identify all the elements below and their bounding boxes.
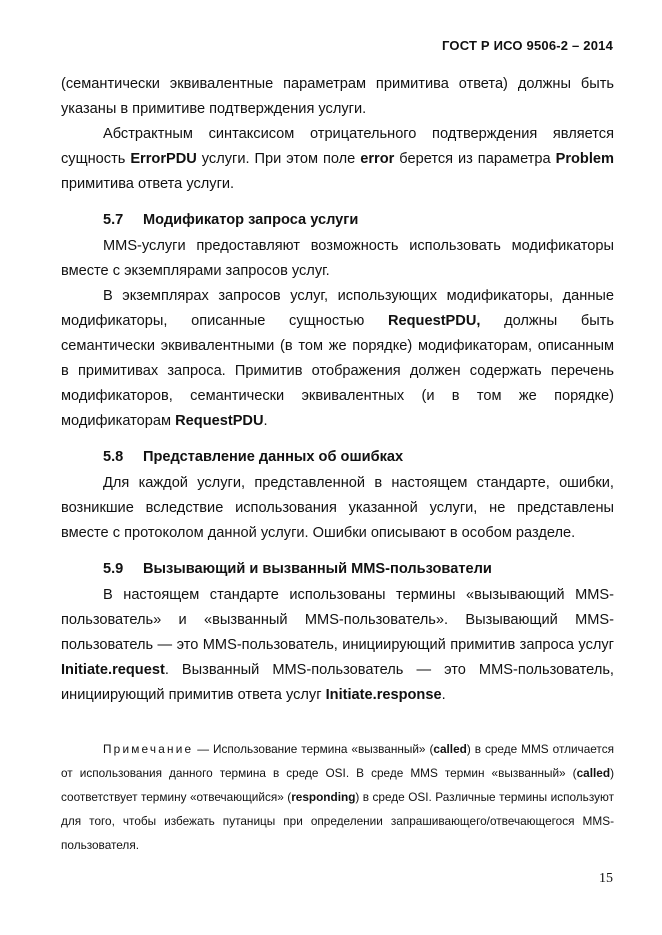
text-run: В экземплярах запросов услуг, использующих модификаторы, данные модификаторы, описанные сущностью <box>61 288 614 329</box>
section-5-8-paragraph-1: Для каждой услуги, представленной в настоящем стандарте, ошибки, возникшие вследствие использования указанной услуги, не представлены вместе с протоколом данной услуги. Ошибки описывают в особом разделе. <box>61 475 614 541</box>
section-number: 5.9 <box>103 561 124 577</box>
document-header: ГОСТ Р ИСО 9506-2 – 2014 <box>442 38 613 53</box>
text-run: ) в среде OSI. Различные термины используют для того, чтобы избежать путаницы при определении запрашивающего/отвечающегося MMS-пользователя. <box>61 790 614 852</box>
term-requestpdu: RequestPDU, <box>387 313 481 329</box>
section-5-7-heading <box>61 208 614 233</box>
section-5-7-paragraph-1: MMS-услуги предоставляют возможность использовать модификаторы вместе с экземплярами запросов услуг. <box>61 238 614 279</box>
term-initiate-request: Initiate.request <box>61 662 165 678</box>
page-body <box>61 72 614 857</box>
note-paragraph <box>61 737 614 857</box>
term-requestpdu: RequestPDU <box>175 413 264 429</box>
term-errorpdu: ErrorPDU <box>130 151 197 167</box>
intro-paragraph-2 <box>61 122 614 197</box>
intro-paragraph-1: (семантически эквивалентные параметрам примитива ответа) должны быть указаны в примитиве подтверждения услуги. <box>61 76 614 117</box>
section-5-8-heading <box>61 445 614 470</box>
text-run: . <box>441 687 446 703</box>
text-run: ) в среде MMS отличается от использования данного термина в среде OSI. В среде MMS термин «вызванный» ( <box>61 742 614 780</box>
term-error: error <box>360 151 395 167</box>
term-initiate-response: Initiate.response <box>325 687 442 703</box>
section-5-9-paragraph-1 <box>61 583 614 708</box>
text-run: . Вызванный MMS-пользователь — это MMS-пользователь, инициирующий примитив ответа услуг <box>61 662 614 703</box>
section-title: Представление данных об ошибках <box>143 449 404 465</box>
term-called: called <box>433 742 467 756</box>
term-responding: responding <box>291 790 356 804</box>
text-run: должны быть семантически эквивалентными (в том же порядке) модификаторам, описанным в примитивах запроса. Примитив отображения должен содержать перечень модификаторов, семантически эквивалентных (и в том же порядке) модификаторам <box>61 313 614 429</box>
text-run: ) соответствует термину «отвечающийся» ( <box>61 766 614 804</box>
text-run: услуги. При этом поле <box>196 151 361 167</box>
section-title: Модификатор запроса услуги <box>143 212 359 228</box>
section-number: 5.8 <box>103 449 124 465</box>
text-run: Абстрактным синтаксисом отрицательного подтверждения является сущность <box>61 126 614 167</box>
text-run: . <box>263 413 268 429</box>
note-label: Примечание <box>103 742 194 756</box>
text-run: примитива ответа услуги. <box>61 176 235 192</box>
text-run: берется из параметра <box>394 151 556 167</box>
section-title: Вызывающий и вызванный MMS-пользователи <box>143 561 492 577</box>
text-run: В настоящем стандарте использованы термины «вызывающий MMS-пользователь» и «вызванный MMS-пользователь». Вызывающий MMS-пользователь — это MMS-пользователь, инициирующий примитив запроса услуг <box>61 587 614 653</box>
section-5-9-heading <box>61 557 614 582</box>
term-called: called <box>576 766 611 780</box>
section-number: 5.7 <box>103 212 124 228</box>
text-run: — Использование термина «вызванный» ( <box>193 742 434 756</box>
page-number: 15 <box>599 871 613 886</box>
term-problem: Problem <box>555 151 614 167</box>
section-5-7-paragraph-2 <box>61 284 614 434</box>
